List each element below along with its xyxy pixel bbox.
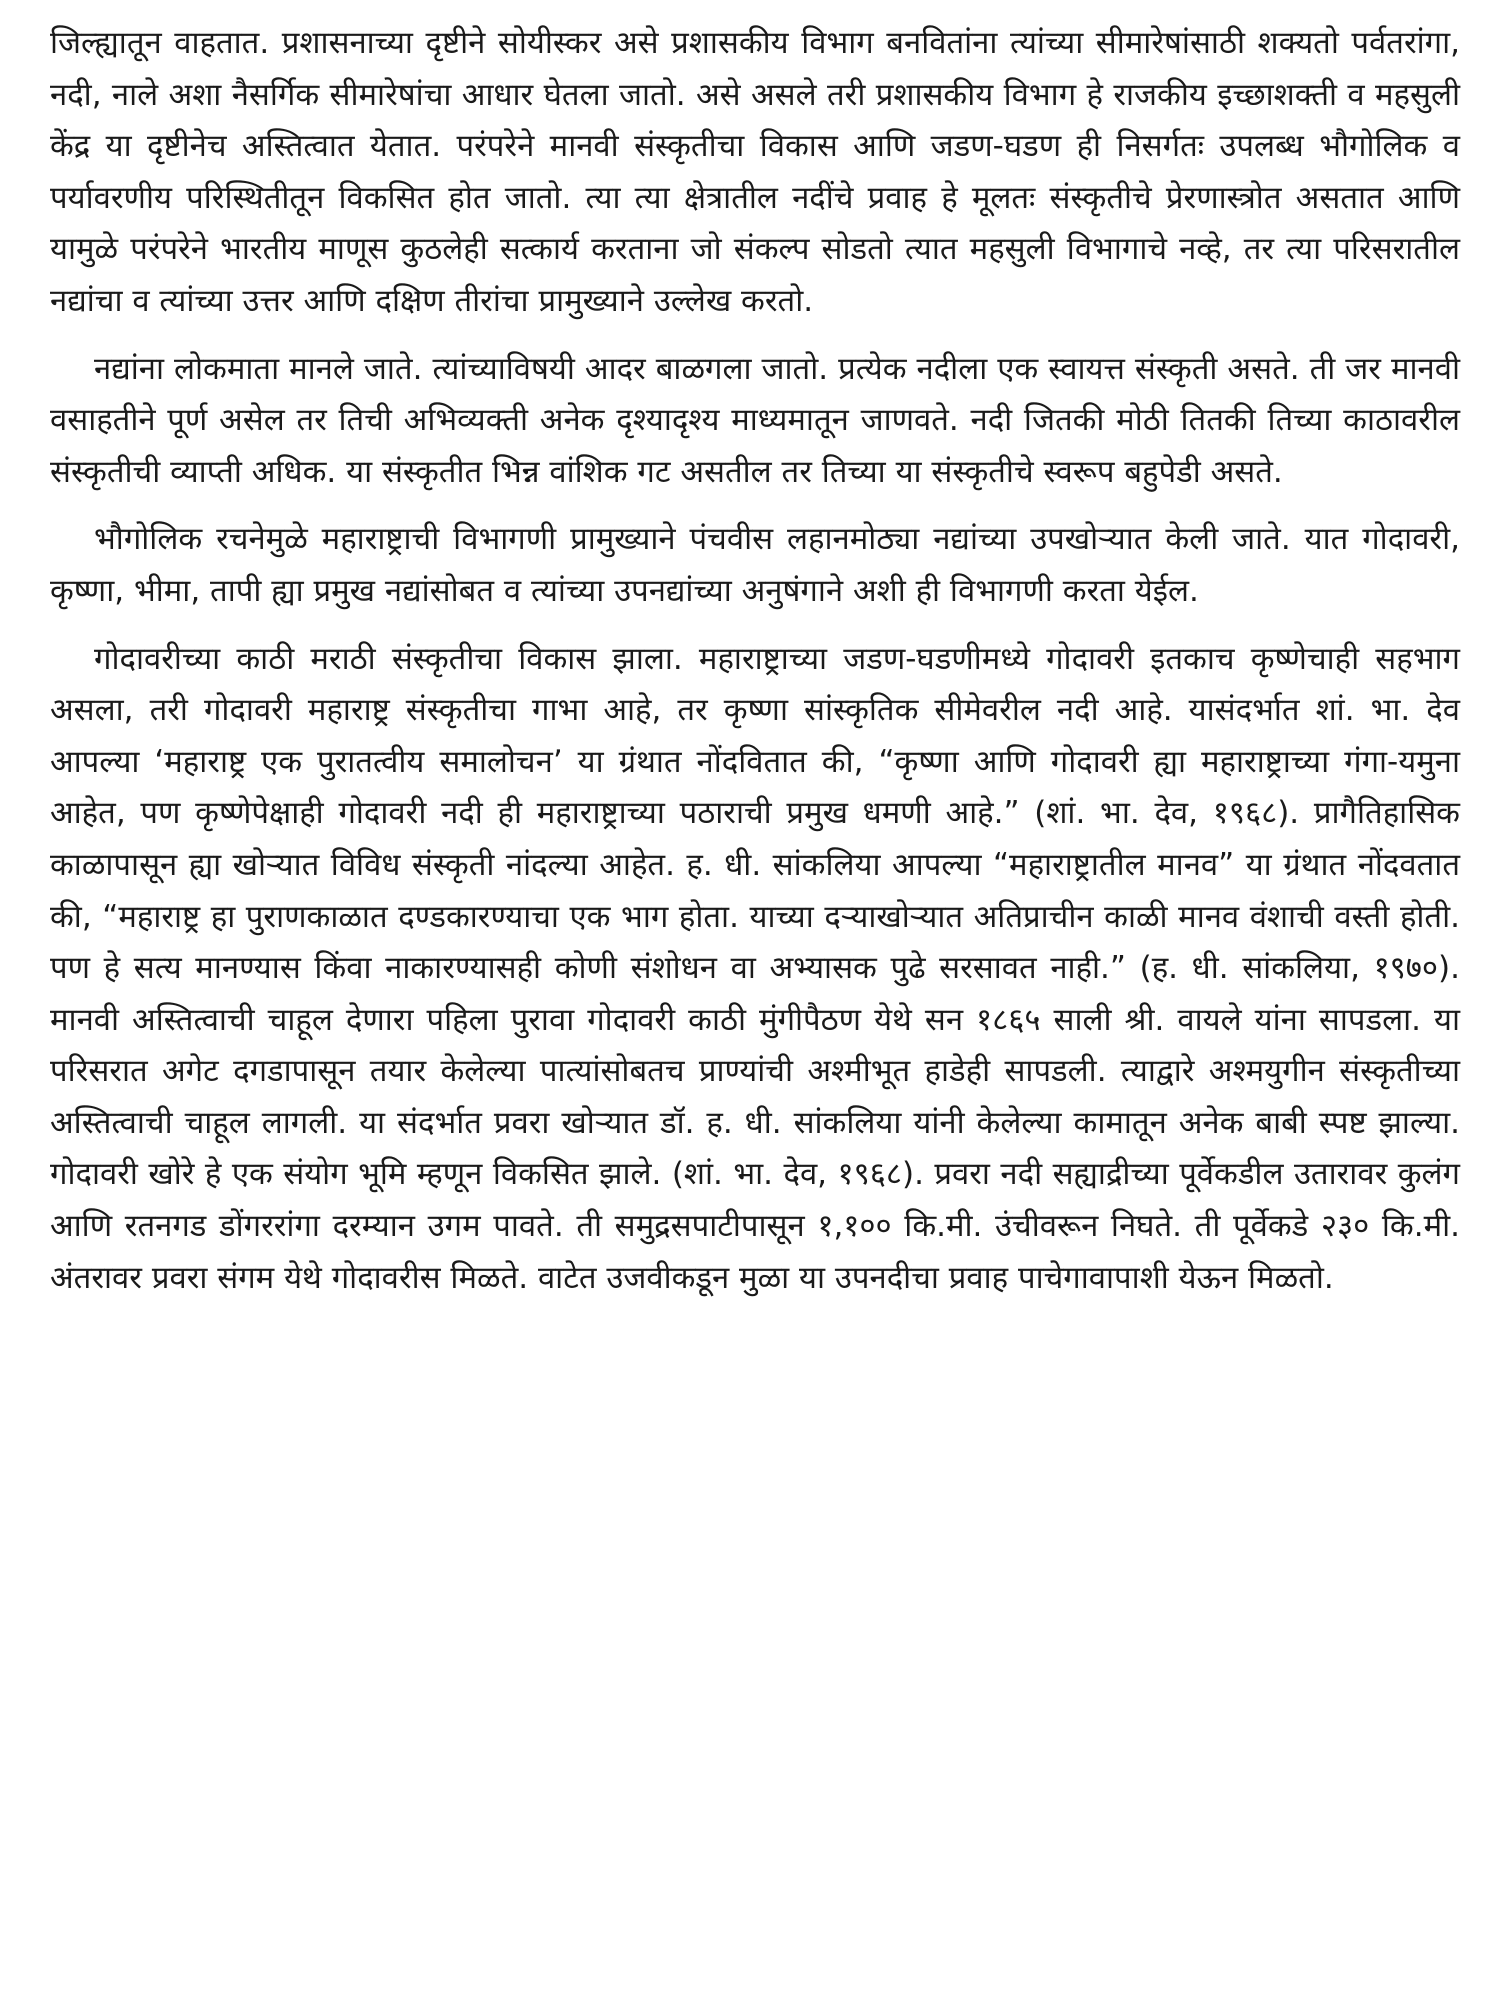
document-page: [50, 18, 1460, 1304]
paragraph-river-basins: भौगोलिक रचनेमुळे महाराष्ट्राची विभागणी प्रामुख्याने पंचवीस लहानमोठ्या नद्यांच्या उपखोऱ्यात केली जाते. यात गोदावरी, कृष्णा, भीमा, तापी ह्या प्रमुख नद्यांसोबत व त्यांच्या उपनद्यांच्या अनुषंगाने अशी ही विभागणी करता येईल.: [50, 521, 1460, 609]
paragraph-godavari-culture: गोदावरीच्या काठी मराठी संस्कृतीचा विकास झाला. महाराष्ट्राच्या जडण-घडणीमध्ये गोदावरी इतकाच कृष्णेचाही सहभाग असला, तरी गोदावरी महाराष्ट्र संस्कृतीचा गाभा आहे, तर कृष्णा सांस्कृतिक सीमेवरील नदी आहे. यासंदर्भात शां. भा. देव आपल्या ‘महाराष्ट्र एक पुरातत्वीय समालोचन’ या ग्रंथात नोंदवितात की, “कृष्णा आणि गोदावरी ह्या महाराष्ट्राच्या गंगा-यमुना आहेत, पण कृष्णेपेक्षाही गोदावरी नदी ही महाराष्ट्राच्या पठाराची प्रमुख धमणी आहे.” (शां. भा. देव, १९६८). प्रागैतिहासिक काळापासून ह्या खोऱ्यात विविध संस्कृती नांदल्या आहेत. ह. धी. सांकलिया आपल्या “महाराष्ट्रातील मानव” या ग्रंथात नोंदवतात की, “महाराष्ट्र हा पुराणकाळात दण्डकारण्याचा एक भाग होता. याच्या दऱ्याखोऱ्यात अतिप्राचीन काळी मानव वंशाची वस्ती होती. पण हे सत्य मानण्यास किंवा नाकारण्यासही कोणी संशोधन वा अभ्यासक पुढे सरसावत नाही.” (ह. धी. सांकलिया, १९७०). मानवी अस्तित्वाची चाहूल देणारा पहिला पुरावा गोदावरी काठी मुंगीपैठण येथे सन १८६५ साली श्री. वायले यांना सापडला. या परिसरात अगेट दगडापासून तयार केलेल्या पात्यांसोबतच प्राण्यांची अश्मीभूत हाडेही सापडली. त्याद्वारे अश्मयुगीन संस्कृतीच्या अस्तित्वाची चाहूल लागली. या संदर्भात प्रवरा खोऱ्यात डॉ. ह. धी. सांकलिया यांनी केलेल्या कामातून अनेक बाबी स्पष्ट झाल्या. गोदावरी खोरे हे एक संयोग भूमि म्हणून विकसित झाले. (शां. भा. देव, १९६८). प्रवरा नदी सह्याद्रीच्या पूर्वेकडील उतारावर कुलंग आणि रतनगड डोंगररांगा दरम्यान उगम पावते. ती समुद्रसपाटीपासून १,१०० कि.मी. उंचीवरून निघते. ती पूर्वेकडे २३० कि.मी. अंतरावर प्रवरा संगम येथे गोदावरीस मिळते. वाटेत उजवीकडून मुळा या उपनदीचा प्रवाह पाचेगावापाशी येऊन मिळतो.: [50, 640, 1460, 1296]
paragraph-continuation: जिल्ह्यातून वाहतात. प्रशासनाच्या दृष्टीने सोयीस्कर असे प्रशासकीय विभाग बनवितांना त्यांच्या सीमारेषांसाठी शक्यतो पर्वतरांगा, नदी, नाले अशा नैसर्गिक सीमारेषांचा आधार घेतला जातो. असे असले तरी प्रशासकीय विभाग हे राजकीय इच्छाशक्ती व महसुली केंद्र या दृष्टीनेच अस्तित्वात येतात. परंपरेने मानवी संस्कृतीचा विकास आणि जडण-घडण ही निसर्गतः उपलब्ध भौगोलिक व पर्यावरणीय परिस्थितीतून विकसित होत जातो. त्या त्या क्षेत्रातील नदींचे प्रवाह हे मूलतः संस्कृतीचे प्रेरणास्त्रोत असतात आणि यामुळे परंपरेने भारतीय माणूस कुठलेही सत्कार्य करताना जो संकल्प सोडतो त्यात महसुली विभागाचे नव्हे, तर त्या परिसरातील नद्यांचा व त्यांच्या उत्तर आणि दक्षिण तीरांचा प्रामुख्याने उल्लेख करतो.: [50, 25, 1460, 319]
paragraph-rivers-as-mothers: नद्यांना लोकमाता मानले जाते. त्यांच्याविषयी आदर बाळगला जातो. प्रत्येक नदीला एक स्वायत्त संस्कृती असते. ती जर मानवी वसाहतीने पूर्ण असेल तर तिची अभिव्यक्ती अनेक दृश्यादृश्य माध्यमातून जाणवते. नदी जितकी मोठी तितकी तिच्या काठावरील संस्कृतीची व्याप्ती अधिक. या संस्कृतीत भिन्न वांशिक गट असतील तर तिच्या या संस्कृतीचे स्वरूप बहुपेडी असते.: [50, 350, 1460, 490]
